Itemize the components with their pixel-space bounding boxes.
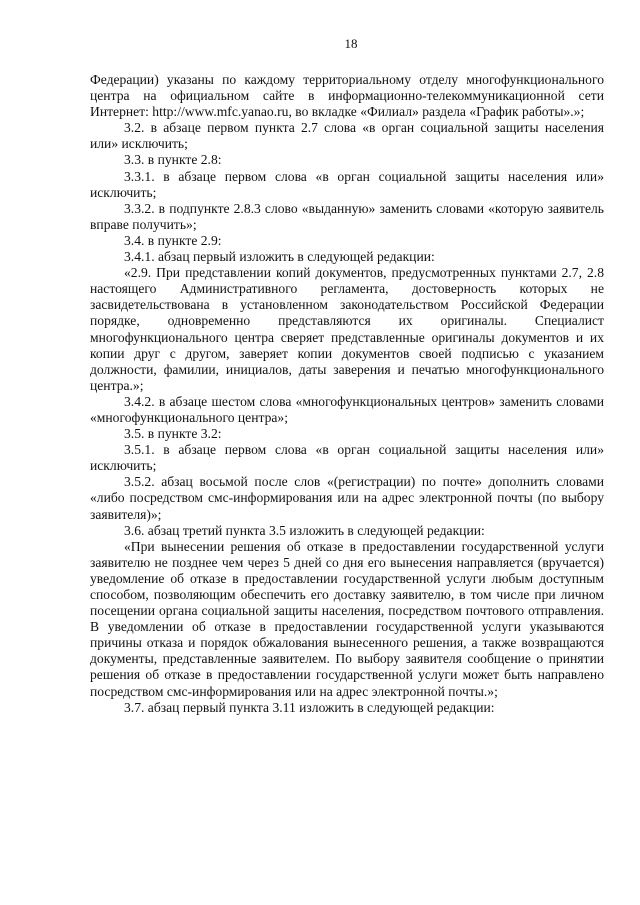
paragraph-3-4-1: 3.4.1. абзац первый изложить в следующей редакции:	[124, 249, 435, 265]
paragraph-3-3-1: 3.3.1. в абзаце первом слова «в орган социальной защиты населения или» исключить;	[90, 168, 604, 200]
paragraph-continuation: Федерации) указаны по каждому территориальному отделу многофункционального центра на официальном сайте в информационно-телекоммуникационной сети Интернет: http://www.mfc.yanao.ru, во вкладке «Филиал» раздела «График работы».»;	[90, 72, 604, 120]
paragraph-refusal-quote: «При вынесении решения об отказе в предоставлении государственной услуги заявителю не позднее чем через 5 дней со дня его вынесения направляется (вручается) уведомление об отказе в предоставлении государственной услуги любым доступным способом, позволяющим обеспечить его доставку заявителю, в том числе при личном посещении органа социальной защиты населения, посредством почтового отправления. В уведомлении об отказе в предоставлении государственной услуги указываются причины отказа и порядок обжалования вынесенного решения, а также возвращаются документы, представленные заявителем. По выбору заявителя сообщение о принятии решения об отказе в предоставлении государственной услуги может быть направлено посредством смс-информирования или на адрес электронной почты.»;	[90, 538, 604, 699]
paragraph-3-4-2: 3.4.2. в абзаце шестом слова «многофункциональных центров» заменить словами «многофункционального центра»;	[90, 393, 604, 425]
paragraph-3-4: 3.4. в пункте 2.9:	[124, 232, 222, 248]
document-body	[90, 72, 604, 716]
paragraph-3-3-2: 3.3.2. в подпункте 2.8.3 слово «выданную» заменить словами «которую заявитель вправе получить»;	[90, 200, 604, 232]
paragraph-3-5: 3.5. в пункте 3.2:	[124, 426, 222, 442]
paragraph-3-5-1: 3.5.1. в абзаце первом слова «в орган социальной защиты населения или» исключить;	[90, 442, 604, 474]
paragraph-3-6: 3.6. абзац третий пункта 3.5 изложить в следующей редакции:	[124, 522, 485, 538]
paragraph-3-5-2: 3.5.2. абзац восьмой после слов «(регистрации) по почте» дополнить словами «либо посредством смс-информирования или на адрес электронной почты (по выбору заявителя)»;	[90, 474, 604, 522]
page-number: 18	[344, 36, 358, 51]
paragraph-3-3: 3.3. в пункте 2.8:	[124, 152, 222, 168]
paragraph-2-9-quote: «2.9. При представлении копий документов, предусмотренных пунктами 2.7, 2.8 настоящего Административного регламента, достоверность которых не засвидетельствована в установленном законодательством Российской Федерации порядке, одновременно представляются их оригиналы. Специалист многофункционального центра сверяет представленные оригиналы документов и их копии друг с другом, заверяет копии документов своей подписью с указанием должности, фамилии, инициалов, даты заверения и печатью многофункционального центра.»;	[90, 265, 604, 393]
paragraph-3-2: 3.2. в абзаце первом пункта 2.7 слова «в орган социальной защиты населения или» исключить;	[90, 120, 604, 152]
paragraph-3-7: 3.7. абзац первый пункта 3.11 изложить в следующей редакции:	[124, 699, 495, 715]
